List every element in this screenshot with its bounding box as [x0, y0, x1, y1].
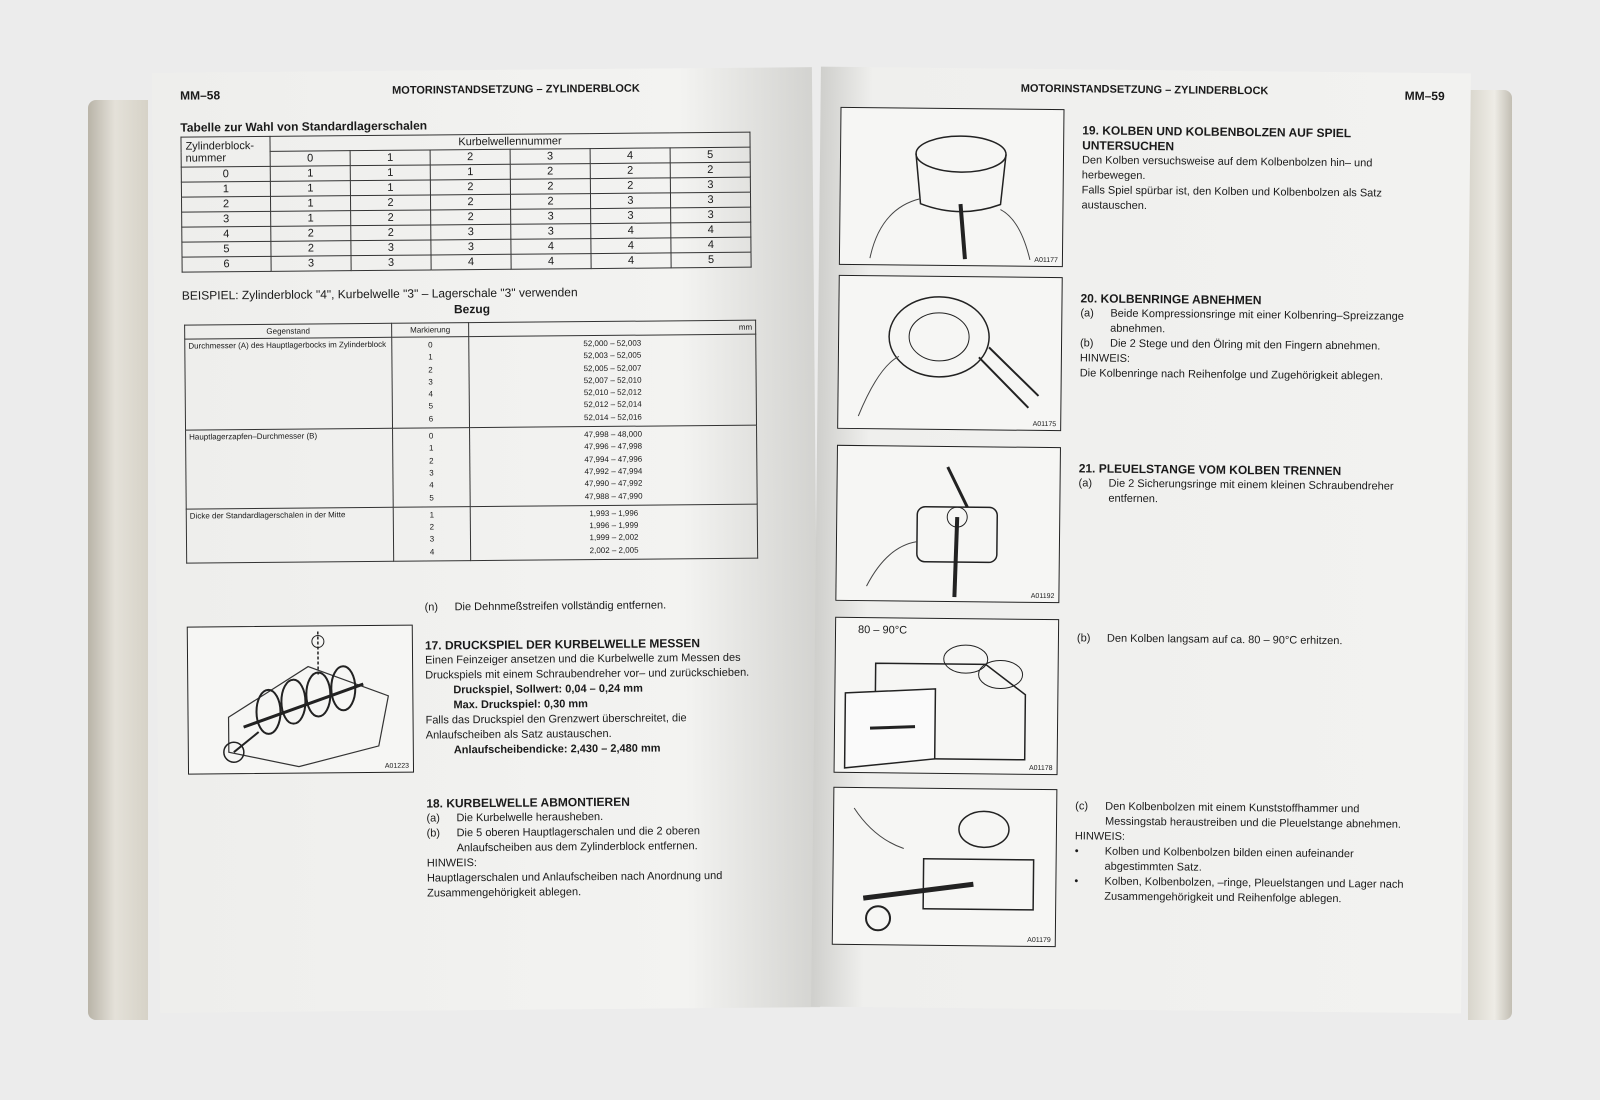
table-cell: 4: [511, 254, 591, 270]
substep-text: Die 5 oberen Hauptlagerschalen und die 2 oberen Anlaufscheiben aus dem Zylinderblock entfernen.: [456, 825, 701, 855]
spec: Anlaufscheibendicke: 2,430 – 2,480 mm: [453, 742, 661, 757]
table-cell: 2: [590, 178, 670, 194]
table-cell: 3: [670, 177, 750, 193]
ref-value: 52,000 – 52,003: [583, 338, 642, 349]
page-header: MOTORINSTANDSETZUNG – ZYLINDERBLOCK: [1020, 82, 1269, 98]
step-18: [426, 794, 757, 902]
step-20: [1080, 291, 1421, 385]
ref-mark: 1: [429, 510, 435, 520]
ref-mark: 5: [429, 493, 434, 503]
table-cell: 2: [430, 179, 510, 195]
col-header: 5: [670, 147, 750, 163]
bullet-text: Kolben und Kolbenbolzen bilden einen aufeinander abgestimmten Satz.: [1104, 845, 1354, 874]
row-label: 3: [182, 211, 271, 227]
substep-text: Die 2 Stege und den Ölring mit den Fingern abnehmen.: [1109, 337, 1381, 353]
table-cell: 2: [510, 164, 590, 180]
example-text: BEISPIEL: Zylinderblock "4", Kurbelwelle "3" – Lagerschale "3" verwenden: [181, 285, 578, 303]
table-cell: 4: [591, 253, 671, 269]
bearing-selection-table: [180, 132, 751, 273]
ref-mark: 3: [429, 534, 435, 544]
table-cell: 4: [511, 239, 591, 255]
substep-label: (b): [426, 827, 441, 840]
table-cell: 2: [271, 241, 351, 257]
ref-marks: [393, 428, 471, 507]
right-page: [811, 67, 1471, 1014]
row-label: 6: [182, 256, 271, 272]
ref-mark: 2: [429, 522, 435, 532]
hinweis-text: Die Kolbenringe nach Reihenfolge und Zugehörigkeit ablegen.: [1079, 367, 1384, 383]
bullet-text: Kolben, Kolbenbolzen, –ringe, Pleuelstangen und Lager nach Zusammengehörigkeit und Reihenfolge ablegen.: [1104, 875, 1404, 906]
col-header: 2: [430, 149, 510, 165]
page-number: MM–59: [1404, 88, 1445, 104]
ref-item: Dicke der Standardlagerschalen in der Mitte: [186, 507, 393, 563]
table-corner: Zylinderblock- nummer: [181, 136, 270, 167]
ref-value: 52,005 – 52,007: [583, 363, 642, 373]
ref-value: 47,988 – 47,990: [584, 491, 643, 501]
figure-code: A01179: [1027, 936, 1051, 945]
table-cell: 4: [671, 222, 751, 238]
table-cell: 4: [431, 254, 511, 270]
table-cell: 4: [591, 238, 671, 254]
ref-values: [469, 334, 757, 428]
ref-value: 52,003 – 52,005: [583, 350, 642, 361]
table-cell: 1: [271, 211, 351, 227]
ref-header: Markierung: [392, 323, 469, 338]
ref-mark: 1: [428, 352, 433, 362]
pin-removal-figure: [832, 787, 1058, 947]
ref-value: 52,014 – 52,016: [583, 412, 642, 422]
step-title: 21. PLEUELSTANGE VOM KOLBEN TRENNEN: [1078, 461, 1342, 479]
substep-21b: [1077, 631, 1417, 650]
step-17: [425, 636, 756, 759]
substep-label: (b): [1076, 632, 1091, 645]
ref-marks: [392, 337, 470, 429]
table-cell: 4: [671, 237, 751, 253]
ref-row: [186, 504, 757, 563]
page-number: MM–58: [180, 88, 221, 103]
table-cell: 2: [350, 195, 430, 211]
left-page: [152, 67, 820, 1013]
figure-code: A01223: [384, 762, 410, 770]
ref-value: 52,010 – 52,012: [583, 387, 642, 398]
table-title: Tabelle zur Wahl von Standardlagerschalen: [180, 118, 428, 135]
ref-header: mm: [469, 320, 756, 337]
substep-text: Die 2 Sicherungsringe mit einem kleinen Schraubendreher entfernen.: [1108, 477, 1394, 506]
table-cell: 1: [270, 181, 350, 197]
substep-label: (b): [1079, 337, 1094, 350]
row-label: 5: [182, 241, 271, 257]
table-cell: 3: [351, 240, 431, 256]
pin-removal-illustration: [833, 788, 1057, 946]
col-header: 0: [270, 151, 350, 167]
hinweis-label: HINWEIS:: [1079, 352, 1131, 365]
substep-label: (a): [426, 812, 440, 825]
bullet-icon: •: [1074, 875, 1079, 888]
table-cell: 3: [271, 256, 351, 272]
substep-text: Die Kurbelwelle herausheben.: [456, 810, 604, 825]
ref-mark: 0: [428, 431, 434, 441]
row-label: 4: [182, 226, 271, 242]
ref-row: [185, 334, 757, 430]
reference-table: [184, 320, 758, 564]
ref-marks: [393, 506, 470, 561]
figure-code: A01175: [1032, 420, 1057, 429]
table-cell: 5: [671, 252, 751, 268]
step-title: 18. KURBELWELLE ABMONTIEREN: [426, 794, 630, 811]
ring-expander-illustration: [838, 276, 1062, 430]
ref-item: Durchmesser (A) des Hauptlagerbocks im Zylinderblock: [185, 337, 393, 430]
ref-row: [186, 425, 758, 509]
piston-ring-figure: [837, 275, 1063, 431]
table-cell: 3: [590, 193, 670, 209]
col-header: 1: [350, 150, 430, 166]
step-text: Falls das Druckspiel den Grenzwert überschreitet, die Anlaufscheiben als Satz austauschen.: [425, 712, 687, 742]
substep-text: Den Kolbenbolzen mit einem Kunststoffhammer und Messingstab heraustreiben und die Pleuelstange abnehmen.: [1104, 800, 1402, 831]
spec: Druckspiel, Sollwert: 0,04 – 0,24 mm: [453, 682, 643, 697]
step-text: Den Kolben versuchsweise auf dem Kolbenbolzen hin– und herbewegen.: [1081, 154, 1373, 183]
table-cell: 3: [591, 208, 671, 224]
substep: [1075, 799, 1415, 833]
spec: Max. Druckspiel: 0,30 mm: [453, 698, 589, 712]
step-text: Einen Feinzeiger ansetzen und die Kurbelwelle zum Messen des Druckspiels mit einem Schraubendreher vor– und zurückschieben.: [424, 651, 750, 682]
ref-mark: 0: [428, 340, 433, 350]
ref-value: 47,994 – 47,996: [584, 454, 643, 464]
row-label: 0: [181, 166, 270, 182]
ref-mark: 1: [428, 443, 434, 453]
substep: [1080, 306, 1420, 340]
ref-value: 1,999 – 2,002: [589, 533, 639, 543]
col-header: 4: [590, 148, 670, 164]
ref-value: 52,007 – 52,010: [583, 375, 642, 386]
substep-label: (c): [1075, 800, 1089, 813]
substep-label: (a): [1078, 477, 1093, 490]
page-edges-right: [1468, 90, 1512, 1020]
note-label: (n): [424, 601, 439, 614]
ref-value: 47,990 – 47,992: [584, 478, 643, 489]
ref-value: 52,012 – 52,014: [583, 400, 642, 410]
step-21: [1078, 461, 1418, 510]
note-text: Die Dehnmeßstreifen vollständig entfernen.: [454, 599, 667, 614]
ref-mark: 6: [428, 414, 434, 424]
figure-code: A01177: [1034, 256, 1058, 265]
row-label: 2: [181, 196, 270, 212]
substep-label: (a): [1080, 307, 1094, 320]
crankshaft-figure: [187, 625, 414, 775]
step-title: 20. KOLBENRINGE ABNEHMEN: [1080, 291, 1262, 308]
ref-mark: 4: [428, 389, 433, 399]
table-cell: 3: [431, 239, 511, 255]
ref-values: [470, 425, 758, 506]
open-book: [96, 70, 1506, 1030]
step-title: 19. KOLBEN UND KOLBENBOLZEN AUF SPIEL UNTERSUCHEN: [1082, 123, 1352, 154]
table-cell: 2: [510, 194, 590, 210]
ref-value: 1,996 – 1,999: [589, 520, 639, 531]
bullet-item: [1074, 844, 1414, 878]
table-cell: 4: [591, 223, 671, 239]
table-cell: 1: [430, 164, 510, 180]
substep-text: Den Kolben langsam auf ca. 80 – 90°C erhitzen.: [1106, 632, 1343, 648]
hinweis-text: Hauptlagerschalen und Anlaufscheiben nach Anordnung und Zusammengehörigkeit ablegen.: [426, 869, 723, 900]
table-cell: 2: [510, 179, 590, 195]
page-edges-left: [88, 100, 148, 1020]
heater-illustration: [835, 618, 1059, 774]
table-cell: 3: [511, 209, 591, 225]
bullet-item: [1074, 874, 1414, 908]
substep-21c: [1074, 799, 1415, 908]
col-header: 3: [510, 149, 590, 165]
ref-title: Bezug: [453, 301, 491, 317]
temperature-label: 80 – 90°C: [857, 624, 908, 637]
ref-mark: 2: [429, 456, 434, 466]
table-cell: 1: [270, 196, 350, 212]
ref-header: Gegenstand: [185, 323, 392, 339]
substep-text: Beide Kompressionsringe mit einer Kolbenring–Spreizzange abnehmen.: [1110, 307, 1404, 336]
ref-value: 1,993 – 1,996: [589, 508, 639, 518]
crankshaft-illustration: [188, 626, 413, 774]
table-cell: 3: [351, 255, 431, 271]
table-group-header: Kurbelwellennummer: [270, 132, 750, 151]
ref-mark: 5: [428, 401, 434, 411]
step-text: Falls Spiel spürbar ist, den Kolben und Kolbenbolzen als Satz austauschen.: [1081, 184, 1382, 213]
table-cell: 2: [431, 209, 511, 225]
snap-ring-figure: [835, 445, 1061, 603]
ref-value: 47,992 – 47,994: [584, 466, 643, 477]
row-label: 1: [181, 181, 270, 197]
ref-mark: 4: [429, 547, 435, 557]
bullet-icon: •: [1074, 845, 1079, 858]
ref-values: [470, 504, 757, 561]
ref-item: Hauptlagerzapfen–Durchmesser (B): [186, 428, 394, 509]
step-19: [1081, 123, 1422, 217]
piston-check-figure: [839, 107, 1065, 267]
table-cell: 1: [270, 166, 350, 182]
page-header: MOTORINSTANDSETZUNG – ZYLINDERBLOCK: [392, 82, 640, 97]
table-cell: 2: [351, 225, 431, 241]
ref-mark: 3: [429, 468, 434, 478]
substep: [426, 824, 756, 857]
table-cell: 3: [511, 224, 591, 240]
ref-mark: 3: [428, 377, 433, 387]
table-cell: 3: [671, 207, 751, 223]
ref-mark: 4: [429, 480, 434, 490]
step-title: 17. DRUCKSPIEL DER KURBELWELLE MESSEN: [424, 636, 701, 653]
ref-mark: 2: [428, 365, 433, 375]
table-cell: 3: [670, 192, 750, 208]
table-cell: 2: [670, 162, 750, 178]
hinweis-label: HINWEIS:: [426, 857, 477, 870]
table-cell: 2: [430, 194, 510, 210]
table-cell: 1: [350, 180, 430, 196]
table-cell: 2: [351, 210, 431, 226]
table-cell: 2: [590, 163, 670, 179]
note-n: [425, 598, 667, 615]
piston-illustration: [840, 108, 1064, 266]
table-cell: 3: [431, 224, 511, 240]
figure-code: A01192: [1030, 592, 1055, 601]
ref-value: 2,002 – 2,005: [589, 545, 639, 555]
hinweis-label: HINWEIS:: [1074, 830, 1126, 843]
ref-value: 47,996 – 47,998: [584, 442, 643, 452]
heating-figure: [834, 617, 1060, 775]
snap-ring-illustration: [836, 446, 1060, 602]
table-cell: 2: [271, 226, 351, 242]
figure-code: A01178: [1028, 764, 1053, 773]
substep: [1078, 476, 1418, 510]
ref-value: 47,998 – 48,000: [584, 429, 643, 440]
table-cell: 1: [350, 165, 430, 181]
